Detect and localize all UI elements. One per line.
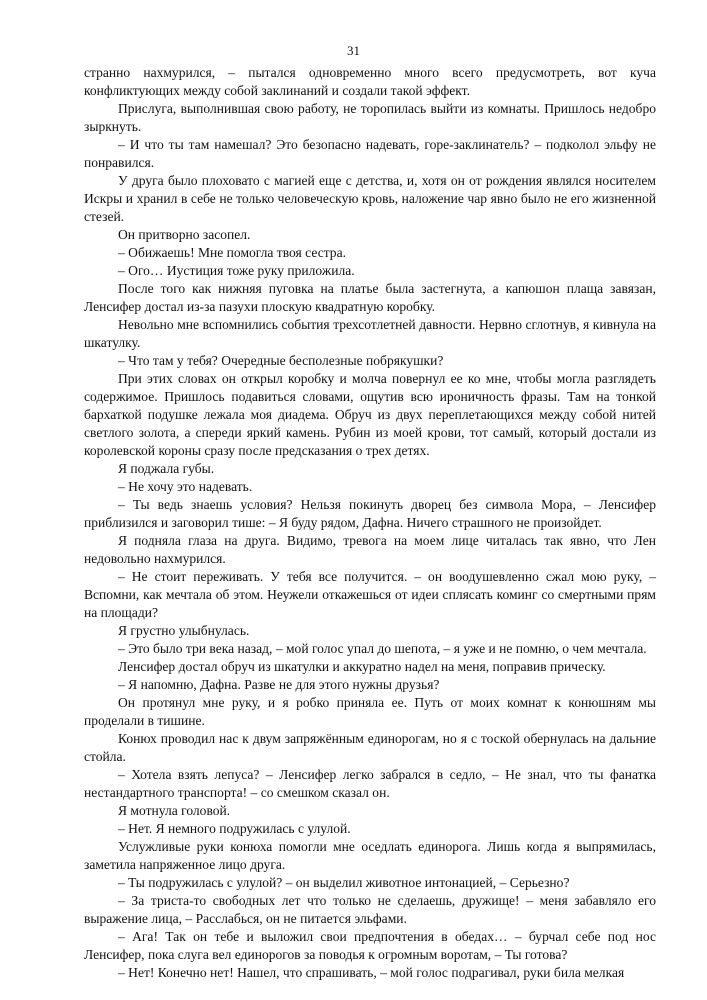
paragraph: – Хотела взять лепуса? – Ленсифер легко забрался в седло, – Не знал, что ты фанатка нестандартного транспорта! – со смешком сказал он. [84,767,656,800]
paragraph: – Ага! Так он тебе и выложил свои предпочтения в обедах… – бурчал себе под нос Ленсифер, пока слуга вел единорогов за поводья к огромным воротам, – Ты готова? [84,929,656,962]
paragraph: Он протянул мне руку, и я робко приняла ее. Путь от моих комнат к конюшням мы проделали в тишине. [84,695,656,728]
paragraph: – Я напомню, Дафна. Разве не для этого нужны друзья? [118,677,440,692]
paragraph: – И что ты там намешал? Это безопасно надевать, горе-заклинатель? – подколол эльфу не понравился. [84,137,656,170]
paragraph: Я подняла глаза на друга. Видимо, тревога на моем лице читалась так явно, что Лен недовольно нахмурился. [84,533,656,566]
paragraph: – Нет. Я немного подружилась с улулой. [118,821,351,836]
paragraph: Он притворно засопел. [118,227,251,242]
paragraph: Конюх проводил нас к двум запряжённым единорогам, но я с тоской обернулась на дальние стойла. [84,731,656,764]
paragraph: – Ты ведь знаешь условия? Нельзя покинуть дворец без символа Мора, – Ленсифер приблизился и заговорил тише: – Я буду рядом, Дафна. Ничего страшного не произойдет. [84,497,656,530]
paragraph: У друга было плоховато с магией еще с детства, и, хотя он от рождения являлся носителем Искры и хранил в себе не только человеческую кровь, наложение чар явно было не его жизненной стезей. [84,173,656,224]
paragraph: После того как нижняя пуговка на платье была застегнута, а капюшон плаща завязан, Ленсифер достал из-за пазухи плоскую квадратную коробку. [84,281,656,314]
page-number: 31 [347,43,360,58]
paragraph: Я поджала губы. [118,461,215,476]
paragraph: – Не хочу это надевать. [118,479,253,494]
body-text [84,64,656,982]
paragraph: – Что там у тебя? Очередные бесполезные побрякушки? [118,353,444,368]
paragraph: Услужливые руки конюха помогли мне оседлать единорога. Лишь когда я выпрямилась, заметила напряженное лицо друга. [84,839,656,872]
paragraph: Я грустно улыбнулась. [118,623,250,638]
paragraph: – Ого… Иустиция тоже руку приложила. [118,263,355,278]
paragraph: – Это было три века назад, – мой голос упал до шепота, – я уже и не помню, о чем мечтала. [118,641,647,656]
paragraph: странно нахмурился, – пытался одновременно много всего предусмотреть, вот куча конфликтующих между собой заклинаний и создали такой эффект. [84,65,656,98]
paragraph: – Обижаешь! Мне помогла твоя сестра. [118,245,346,260]
paragraph: – Нет! Конечно нет! Нашел, что спрашивать, – мой голос подрагивал, руки била мелкая [118,965,625,980]
paragraph: Невольно мне вспомнились события трехсотлетней давности. Нервно сглотнув, я кивнула на шкатулку. [84,317,656,350]
paragraph: Прислуга, выполнившая свою работу, не торопилась выйти из комнаты. Пришлось недобро зыркнуть. [84,101,656,134]
paragraph: – За триста-то свободных лет что только не сделаешь, дружище! – меня забавляло его выражение лица, – Расслабься, он не питается эльфами. [84,893,656,926]
paragraph: – Ты подружилась с улулой? – он выделил животное интонацией, – Серьезно? [118,875,570,890]
paragraph: При этих словах он открыл коробку и молча повернул ее ко мне, чтобы могла разглядеть содержимое. Пришлось подавиться словами, ощутив всю ироничность фразы. Там на тонкой бархаткой подушке лежала моя диадема. Обруч из двух переплетающихся между собой нитей светлого золота, а спереди яркий камень. Рубин из моей крови, тот самый, который достали из королевской короны сразу после предсказания о трех детях. [84,371,656,458]
paragraph: Я мотнула головой. [118,803,231,818]
paragraph: Ленсифер достал обруч из шкатулки и аккуратно надел на меня, поправив прическу. [118,659,606,674]
paragraph: – Не стоит переживать. У тебя все получится. – он воодушевленно сжал мою руку, – Вспомни, как мечтала об этом. Неужели откажешься от идеи сплясать коминг со смертными прям на площади? [84,569,656,620]
